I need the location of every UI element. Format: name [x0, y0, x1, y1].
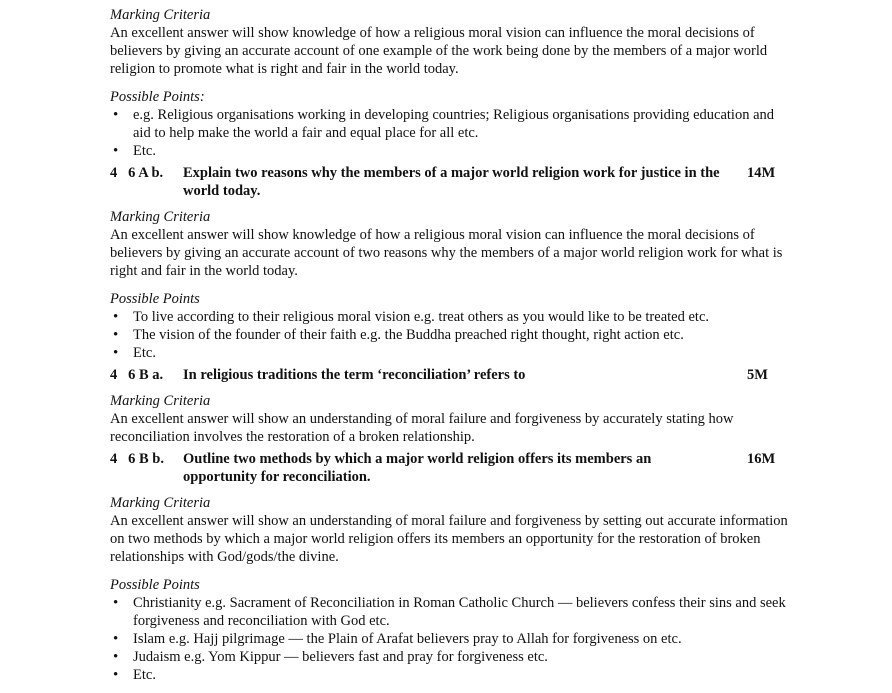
question-number: 4 6 A b. [110, 165, 164, 181]
criteria-text: An excellent answer will show an understanding of moral failure and forgiveness by setting out accurate information on two methods by which a major world religion offers its members an opportunity for the restoration of broken relationships with God/gods/the divine. [110, 513, 788, 565]
points-list [110, 106, 790, 160]
list-item: • Christianity e.g. Sacrament of Reconciliation in Roman Catholic Church — believers confess their sins and seek forgiveness and reconciliation with God etc. [110, 594, 790, 630]
s1-possible-points [110, 88, 790, 160]
question-text: In religious traditions the term ‘reconciliation’ refers to [183, 367, 526, 383]
criteria-label: Marking Criteria [110, 393, 211, 409]
q6bb-criteria [110, 494, 790, 566]
list-item: • The vision of the founder of their faith e.g. the Buddha preached right thought, right action etc. [110, 326, 790, 344]
criteria-label: Marking Criteria [110, 7, 211, 23]
question-6ba [110, 366, 790, 384]
list-item: • e.g. Religious organisations working in developing countries; Religious organisations providing education and aid to help make the world a fair and equal place for all etc. [110, 106, 790, 142]
criteria-text: An excellent answer will show knowledge of how a religious moral vision can influence the moral decisions of believers by giving an accurate account of one example of the work being done by the members of a major world religion to promote what is right and fair in the world today. [110, 25, 768, 77]
question-number: 4 6 B a. [110, 367, 164, 383]
q6ab-criteria [110, 208, 790, 280]
criteria-text: An excellent answer will show an understanding of moral failure and forgiveness by accurately stating how reconciliation involves the restoration of a broken relationship. [110, 411, 734, 445]
criteria-label: Marking Criteria [110, 495, 211, 511]
criteria-text: An excellent answer will show knowledge of how a religious moral vision can influence the moral decisions of believers by giving an accurate account of two reasons why the members of a major world religion work for what is right and fair in the world today. [110, 227, 783, 279]
question-6ab [110, 164, 790, 200]
question-marks: 5M [747, 367, 768, 383]
list-item: • Islam e.g. Hajj pilgrimage — the Plain of Arafat believers pray to Allah for forgiveness on etc. [110, 630, 790, 648]
marking-scheme-page [110, 6, 790, 684]
s1-criteria [110, 6, 790, 78]
list-item: • Judaism e.g. Yom Kippur — believers fast and pray for forgiveness etc. [110, 648, 790, 666]
list-item: • Etc. [110, 142, 790, 160]
q6bb-possible-points [110, 576, 790, 684]
list-item: • To live according to their religious moral vision e.g. treat others as you would like to be treated etc. [110, 308, 790, 326]
question-text: Outline two methods by which a major world religion offers its members an opportunity for reconciliation. [183, 451, 652, 485]
points-label: Possible Points [110, 291, 200, 307]
q6ab-possible-points [110, 290, 790, 362]
question-text: Explain two reasons why the members of a major world religion work for justice in the world today. [183, 165, 720, 199]
points-list [110, 594, 790, 684]
question-marks: 16M [747, 451, 776, 467]
list-item: • Etc. [110, 666, 790, 684]
points-list [110, 308, 790, 362]
q6ba-criteria [110, 392, 790, 446]
question-marks: 14M [747, 165, 776, 181]
question-6bb [110, 450, 790, 486]
question-number: 4 6 B b. [110, 451, 164, 467]
list-item: • Etc. [110, 344, 790, 362]
criteria-label: Marking Criteria [110, 209, 211, 225]
points-label: Possible Points: [110, 89, 205, 105]
points-label: Possible Points [110, 577, 200, 593]
